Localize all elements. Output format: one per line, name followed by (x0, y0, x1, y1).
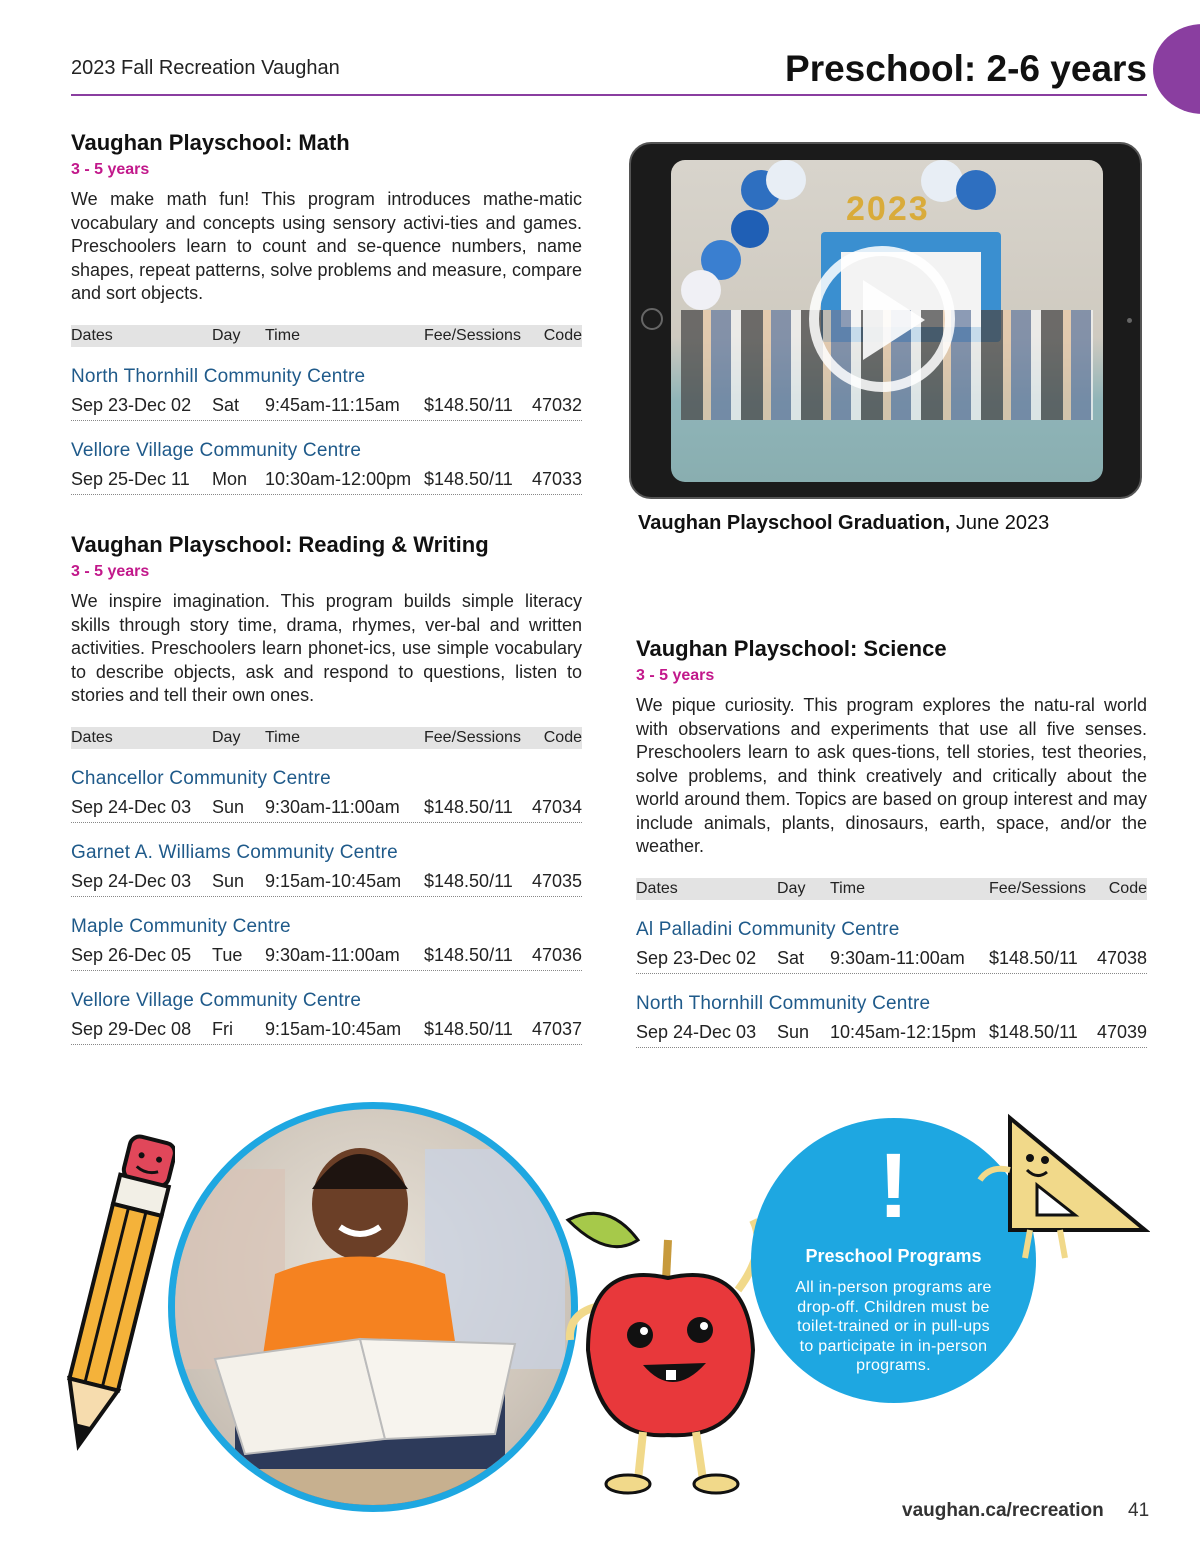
program-science (636, 635, 1147, 1048)
page-title: Preschool: 2-6 years (785, 48, 1147, 89)
col-day: Day (212, 326, 241, 344)
row-time: 10:45am-12:15pm (830, 1021, 977, 1042)
location-name: North Thornhill Community Centre (636, 992, 931, 1014)
row-time: 9:45am-11:15am (265, 394, 400, 415)
caption-title: Vaughan Playschool Graduation, (638, 512, 951, 534)
program-title: Vaughan Playschool: Reading & Writing (71, 532, 489, 557)
schedule-row (71, 393, 582, 421)
schedule-header (71, 325, 582, 347)
row-code: 47039 (1096, 1021, 1147, 1042)
row-dates: Sep 23-Dec 02 (636, 947, 757, 968)
program-title: Vaughan Playschool: Math (71, 130, 350, 155)
location-name: Vellore Village Community Centre (71, 439, 362, 461)
row-code: 47035 (531, 870, 582, 891)
col-fee: Fee/Sessions (424, 728, 521, 746)
row-day: Sun (212, 796, 245, 817)
info-title: Preschool Programs (805, 1246, 982, 1266)
schedule-header (636, 878, 1147, 900)
row-dates: Sep 24-Dec 03 (71, 870, 192, 891)
location-name: Garnet A. Williams Community Centre (71, 841, 398, 863)
col-fee: Fee/Sessions (424, 326, 521, 344)
row-time: 9:30am-11:00am (830, 947, 965, 968)
program-description: We inspire imagination. This program builds simple literacy skills through story time, drama, rhymes, ver-bal and written activities. Preschoolers learn phonet-ics, use simple vocabulary to describe objects, ask and respond to questions, listen to stories and tell their own ones. (71, 591, 582, 705)
video-caption (638, 512, 1049, 535)
row-fee: $148.50/11 (424, 870, 513, 891)
row-day: Tue (212, 944, 243, 965)
program-description: We make math fun! This program introduces mathe-matic vocabulary and concepts using sensory activi-ties and games. Preschoolers learn to count and se-quence numbers, name shapes, repeat patterns, solve problems and measure, compare and sort objects. (71, 189, 582, 303)
child-reading-photo (168, 1102, 578, 1512)
row-time: 9:15am-10:45am (265, 870, 402, 891)
location-name: North Thornhill Community Centre (71, 365, 366, 387)
row-day: Sat (212, 394, 240, 415)
col-day: Day (777, 879, 806, 897)
tablet-camera (641, 308, 663, 330)
col-fee: Fee/Sessions (989, 879, 1086, 897)
video-thumbnail[interactable] (671, 160, 1103, 482)
row-time: 9:30am-11:00am (265, 944, 400, 965)
row-code: 47036 (531, 944, 582, 965)
col-dates: Dates (71, 728, 113, 746)
col-day: Day (212, 728, 241, 746)
row-fee: $148.50/11 (424, 468, 513, 489)
balloon-decoration (766, 160, 806, 200)
row-day: Sun (212, 870, 245, 891)
balloon-decoration (681, 270, 721, 310)
balloon-decoration (731, 210, 769, 248)
row-dates: Sep 26-Dec 05 (71, 944, 192, 965)
balloon-year: 2023 (846, 190, 930, 228)
program-description: We pique curiosity. This program explores the natu-ral world with observations and experiments that use all five senses. Preschoolers learn to ask ques-tions, tell stories, test theories, solve problems, and think creatively and critically about the world around them. Topics are based on group interest and may include animals, plants, dinosaurs, earth, space, and/or the weather. (636, 695, 1147, 856)
row-fee: $148.50/11 (989, 1021, 1078, 1042)
location-name: Maple Community Centre (71, 915, 291, 937)
col-dates: Dates (636, 879, 678, 897)
program-title: Vaughan Playschool: Science (636, 636, 947, 661)
program-age: 3 - 5 years (71, 161, 150, 178)
col-code: Code (543, 326, 582, 344)
schedule-row (71, 943, 582, 971)
program-age: 3 - 5 years (71, 563, 150, 580)
caption-date: June 2023 (950, 512, 1050, 534)
tablet-sensor (1127, 318, 1132, 323)
pencil-illustration (55, 1125, 175, 1470)
col-time: Time (265, 326, 300, 344)
location-name: Chancellor Community Centre (71, 767, 331, 789)
footer-url[interactable]: vaughan.ca/recreation (902, 1500, 1104, 1521)
row-time: 9:15am-10:45am (265, 1018, 402, 1039)
program-reading-writing (71, 531, 582, 1045)
col-code: Code (543, 728, 582, 746)
col-dates: Dates (71, 326, 113, 344)
schedule-header (71, 727, 582, 749)
triangle-ruler-character-illustration (975, 1110, 1150, 1270)
header-divider (71, 94, 1147, 96)
row-dates: Sep 25-Dec 11 (71, 468, 190, 489)
row-code: 47037 (531, 1018, 582, 1039)
row-day: Sat (777, 947, 805, 968)
col-time: Time (265, 728, 300, 746)
child-figure (175, 1109, 571, 1505)
schedule-row (71, 1017, 582, 1045)
program-math (71, 129, 582, 495)
publication-title: 2023 Fall Recreation Vaughan (71, 57, 340, 79)
exclamation-icon: ! (878, 1135, 909, 1237)
section-tab-marker (1153, 24, 1200, 114)
row-day: Fri (212, 1018, 233, 1039)
video-player[interactable] (629, 142, 1142, 499)
schedule-row (71, 467, 582, 495)
row-day: Sun (777, 1021, 810, 1042)
row-code: 47038 (1096, 947, 1147, 968)
apple-character-illustration (548, 1200, 783, 1500)
location-name: Al Palladini Community Centre (636, 918, 900, 940)
location-name: Vellore Village Community Centre (71, 989, 362, 1011)
row-fee: $148.50/11 (424, 944, 513, 965)
info-body: All in-person programs are drop-off. Children must be toilet-trained or in pull-ups to participate in in-person programs. (795, 1279, 992, 1374)
row-time: 9:30am-11:00am (265, 796, 400, 817)
col-code: Code (1108, 879, 1147, 897)
row-fee: $148.50/11 (424, 1018, 513, 1039)
row-dates: Sep 24-Dec 03 (71, 796, 192, 817)
schedule-row (71, 795, 582, 823)
row-dates: Sep 23-Dec 02 (71, 394, 192, 415)
play-icon[interactable] (863, 280, 925, 360)
row-code: 47032 (531, 394, 582, 415)
row-dates: Sep 29-Dec 08 (71, 1018, 192, 1039)
col-time: Time (830, 879, 865, 897)
row-dates: Sep 24-Dec 03 (636, 1021, 757, 1042)
page-number: 41 (1128, 1500, 1150, 1521)
program-age: 3 - 5 years (636, 667, 715, 684)
balloon-decoration (956, 170, 996, 210)
row-code: 47034 (531, 796, 582, 817)
schedule-row (71, 869, 582, 897)
row-fee: $148.50/11 (424, 394, 513, 415)
schedule-row (636, 1020, 1147, 1048)
schedule-row (636, 946, 1147, 974)
row-fee: $148.50/11 (989, 947, 1078, 968)
row-code: 47033 (531, 468, 582, 489)
row-fee: $148.50/11 (424, 796, 513, 817)
row-day: Mon (212, 468, 248, 489)
row-time: 10:30am-12:00pm (265, 468, 412, 489)
